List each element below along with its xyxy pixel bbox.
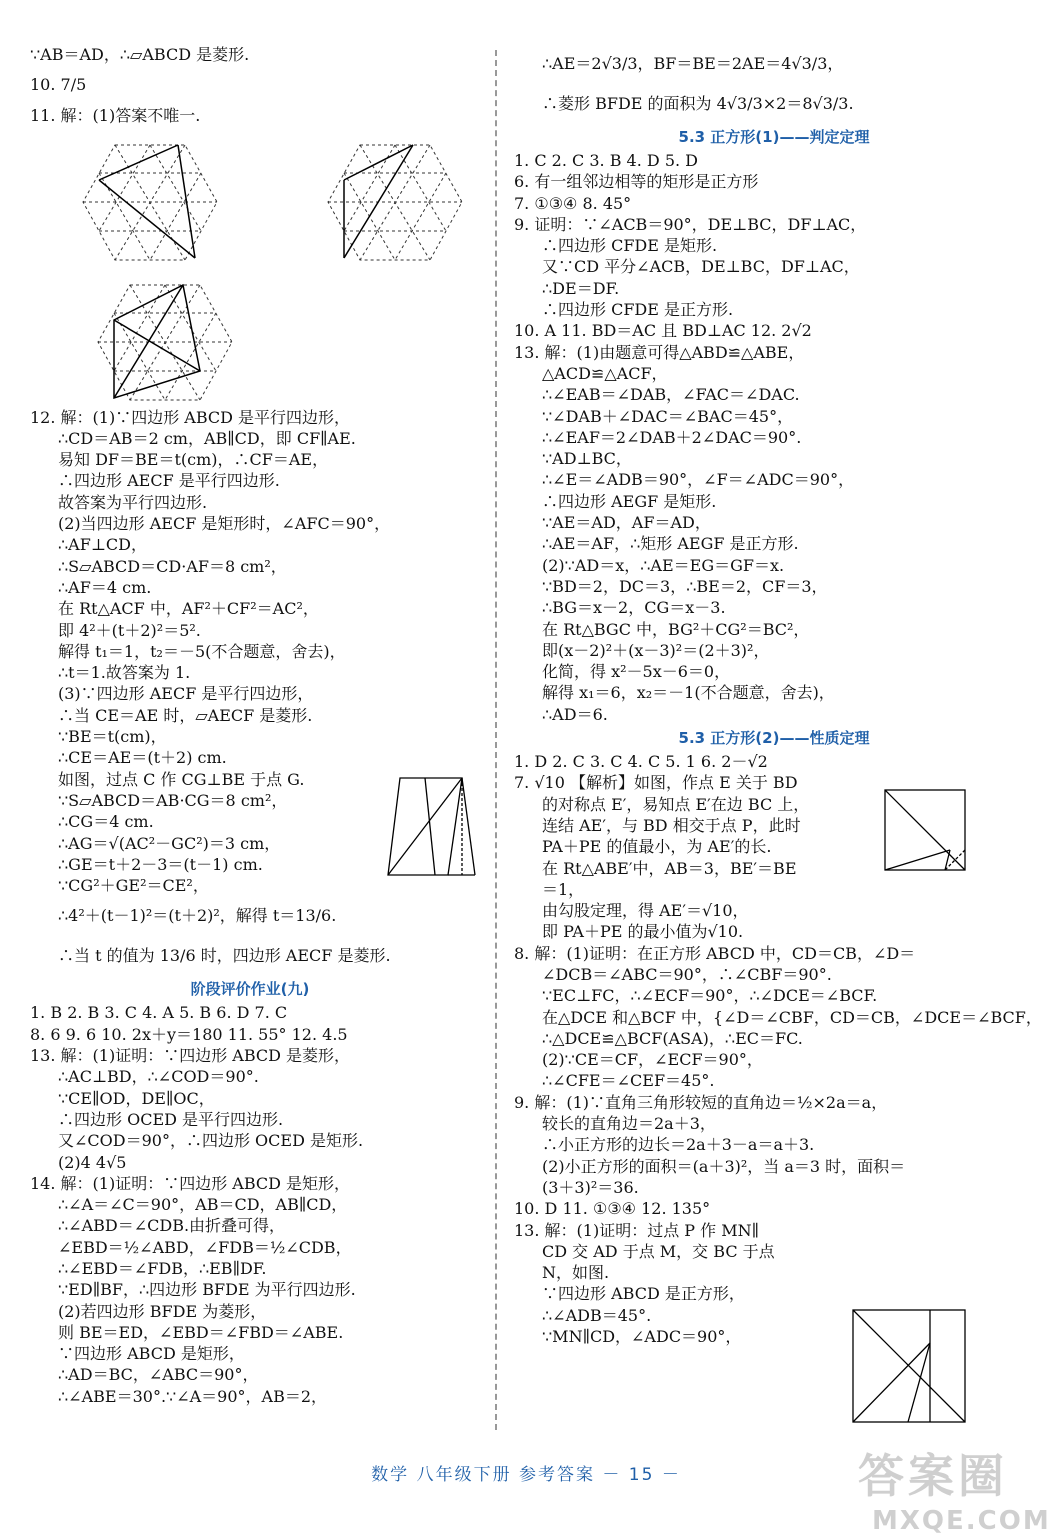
line: ∠EBD＝½∠ABD，∠FDB＝½∠CDB， bbox=[58, 1237, 352, 1257]
line: ∴∠ABD＝∠CDB.由折叠可得， bbox=[58, 1216, 286, 1236]
line: ∴AE＝AF，∴矩形 AEGF 是正方形. bbox=[542, 534, 799, 554]
line: ∴AF＝4 cm. bbox=[58, 577, 152, 597]
line: ∴AE＝2√3/3，BF＝BE＝2AE＝4√3/3， bbox=[542, 54, 844, 73]
line: ∵CE∥OD，DE∥OC， bbox=[58, 1088, 215, 1108]
line: ∴四边形 CFDE 是正方形. bbox=[542, 300, 734, 320]
line: ∴∠EBD＝∠FDB，∴EB∥DF. bbox=[58, 1258, 267, 1278]
line: ∵四边形 ABCD 是矩形， bbox=[58, 1344, 245, 1364]
line: 即 4²＋(t＋2)²＝5². bbox=[58, 620, 201, 640]
line: ∵MN∥CD，∠ADC＝90°， bbox=[542, 1327, 742, 1347]
watermark-title: 答案圈 bbox=[858, 1449, 1008, 1503]
line: 化简，得 x²－5x－6＝0， bbox=[542, 662, 731, 682]
line: ∵AB＝AD，∴▱ABCD 是菱形. bbox=[30, 45, 250, 64]
line: ∵CG²＋GE²＝CE²， bbox=[58, 876, 209, 896]
line: 6. 有一组邻边相等的矩形是正方形 bbox=[514, 172, 759, 192]
line: 7. ①③④ 8. 45° bbox=[514, 193, 632, 213]
line: 则 BE＝ED，∠EBD＝∠FBD＝∠ABE. bbox=[58, 1322, 344, 1342]
section-title: 5.3 正方形(2)——性质定理 bbox=[678, 729, 870, 748]
line: 8. 6 9. 6 10. 2x＋y＝180 11. 55° 12. 4.5 bbox=[30, 1024, 348, 1044]
line: ∴∠EAB＝∠DAB，∠FAC＝∠DAC. bbox=[542, 385, 800, 405]
line: ∴当 CE＝AE 时，▱AECF 是菱形. bbox=[58, 705, 313, 725]
line: 较长的直角边＝2a＋3， bbox=[542, 1114, 716, 1134]
line: PA＋PE 的值最小，为 AE′的长. bbox=[542, 837, 772, 857]
line: 10. 7/5 bbox=[30, 75, 87, 95]
line: ∵BD＝2，DC＝3，∴BE＝2，CF＝3， bbox=[542, 576, 828, 596]
line: 又∵CD 平分∠ACB，DE⊥BC，DF⊥AC， bbox=[542, 257, 860, 277]
line: 13. 解：(1)证明：∵四边形 ABCD 是菱形， bbox=[30, 1046, 351, 1066]
line: ∴当 t 的值为 13/6 时，四边形 AECF 是菱形. bbox=[58, 946, 391, 966]
line: ∴∠E＝∠ADB＝90°，∠F＝∠ADC＝90°， bbox=[542, 470, 855, 490]
line: 在 Rt△BGC 中，BG²＋CG²＝BC²， bbox=[542, 619, 810, 639]
line: 连结 AE′，与 BD 相交于点 P，此时 bbox=[542, 815, 801, 835]
line: ∵AE＝AD，AF＝AD， bbox=[542, 513, 711, 533]
line: 9. 解：(1)∵直角三角形较短的直角边＝½×2a＝a， bbox=[514, 1092, 888, 1112]
line: ∵EC⊥FC，∴∠ECF＝90°，∴∠DCE＝∠BCF. bbox=[542, 986, 878, 1006]
line: ∠DCB＝∠ABC＝90°，∴∠CBF＝90°. bbox=[542, 964, 832, 984]
line: 在 Rt△ABE′中，AB＝3，BE′＝BE bbox=[542, 858, 797, 878]
line: ∴四边形 CFDE 是矩形. bbox=[542, 236, 718, 256]
hexagon-grid-figure-1 bbox=[80, 140, 220, 265]
line: ∵AD⊥BC， bbox=[542, 449, 632, 469]
line: 13. 解：(1)证明：过点 P 作 MN∥ bbox=[514, 1220, 759, 1240]
line: 1. D 2. C 3. C 4. C 5. 1 6. 2－√2 bbox=[514, 752, 768, 772]
line: 14. 解：(1)证明：∵四边形 ABCD 是矩形， bbox=[30, 1173, 351, 1193]
line: ∴AF⊥CD， bbox=[58, 535, 147, 555]
line: ∴∠CFE＝∠CEF＝45°. bbox=[542, 1071, 715, 1091]
line: 即 PA＋PE 的最小值为√10. bbox=[542, 922, 744, 942]
line: ∴四边形 AEGF 是矩形. bbox=[542, 491, 717, 511]
line: 又∠COD＝90°，∴四边形 OCED 是矩形. bbox=[58, 1131, 364, 1151]
line: 由勾股定理，得 AE′＝√10， bbox=[542, 901, 749, 921]
line: ∴GE＝t＋2－3＝(t－1) cm. bbox=[58, 854, 263, 874]
line: ∴∠EAF＝2∠DAB＋2∠DAC＝90°. bbox=[542, 427, 802, 447]
line: CD 交 AD 于点 M，交 BC 于点 bbox=[542, 1241, 775, 1261]
line: ∴AD＝6. bbox=[542, 704, 608, 724]
line: ∵S▱ABCD＝AB·CG＝8 cm²， bbox=[58, 790, 288, 810]
line: 1. B 2. B 3. C 4. A 5. B 6. D 7. C bbox=[30, 1003, 288, 1023]
square-figure-1 bbox=[875, 780, 975, 880]
line: 1. C 2. C 3. B 4. D 5. D bbox=[514, 151, 698, 170]
line: ∴小正方形的边长＝2a＋3－a＝a＋3. bbox=[542, 1135, 815, 1155]
line: 7. √10 【解析】如图，作点 E 关于 BD bbox=[514, 773, 798, 793]
line: ∴∠A＝∠C＝90°，AB＝CD，AB∥CD， bbox=[58, 1195, 348, 1215]
watermark bbox=[858, 1440, 1051, 1536]
line: ∴四边形 OCED 是平行四边形. bbox=[58, 1109, 284, 1129]
line: (3)∵四边形 AECF 是平行四边形， bbox=[58, 684, 314, 704]
line: 10. A 11. BD＝AC 且 BD⊥AC 12. 2√2 bbox=[514, 321, 812, 341]
line: △ACD≌△ACF， bbox=[542, 363, 668, 383]
line: ∴CE＝AE＝(t＋2) cm. bbox=[58, 748, 227, 768]
line: ∴△DCE≌△BCF(ASA)，∴EC＝FC. bbox=[542, 1028, 803, 1048]
line: ∴菱形 BFDE 的面积为 4√3/3×2＝8√3/3. bbox=[542, 94, 854, 113]
line: 在 Rt△ACF 中，AF²＋CF²＝AC²， bbox=[58, 599, 319, 619]
line: ∴AC⊥BD，∴∠COD＝90°. bbox=[58, 1067, 259, 1087]
line: ∴∠ADB＝45°. bbox=[542, 1305, 652, 1325]
line: (2)4 4√5 bbox=[58, 1152, 127, 1172]
watermark-url: MXQE.COM bbox=[872, 1506, 1051, 1536]
line: 的对称点 E′，易知点 E′在边 BC 上， bbox=[542, 794, 810, 814]
line: ∴四边形 AECF 是平行四边形. bbox=[58, 471, 280, 491]
line: ∴t＝1.故答案为 1. bbox=[58, 663, 191, 683]
section-title: 阶段评价作业(九) bbox=[190, 980, 310, 999]
line: ∴BG＝x－2，CG＝x－3. bbox=[542, 598, 726, 618]
line: N，如图. bbox=[542, 1263, 610, 1283]
line: ＝1， bbox=[542, 879, 585, 899]
line: 易知 DF＝BE＝t(cm)，∴CF＝AE， bbox=[58, 450, 329, 470]
line: (2)当四边形 AECF 是矩形时，∠AFC＝90°， bbox=[58, 514, 391, 534]
parallelogram-figure bbox=[380, 770, 490, 885]
hexagon-grid-figure-3 bbox=[95, 280, 235, 405]
line: ∴4²＋(t－1)²＝(t＋2)²，解得 t＝13/6. bbox=[58, 906, 337, 926]
line: 13. 解：(1)由题意可得△ABD≌△ABE， bbox=[514, 342, 805, 362]
line: 解得 x₁＝6，x₂＝－1(不合题意，舍去)， bbox=[542, 683, 835, 703]
line: ∵BE＝t(cm)， bbox=[58, 727, 167, 747]
line: 故答案为平行四边形. bbox=[58, 492, 208, 512]
page-footer: 数学 八年级下册 参考答案 － 15 － bbox=[371, 1465, 681, 1485]
line: 即(x－2)²＋(x－3)²＝(2＋3)²， bbox=[542, 640, 770, 660]
line: 11. 解：(1)答案不唯一. bbox=[30, 106, 201, 126]
line: 9. 证明：∵∠ACB＝90°，DE⊥BC，DF⊥AC， bbox=[514, 214, 867, 234]
line: ∴CG＝4 cm. bbox=[58, 812, 154, 832]
line: ∴AG＝√(AC²－GC²)＝3 cm， bbox=[58, 833, 281, 853]
line: 如图，过点 C 作 CG⊥BE 于点 G. bbox=[58, 769, 305, 789]
column-divider bbox=[495, 50, 497, 1430]
line: ∴AD＝BC，∠ABC＝90°， bbox=[58, 1365, 259, 1385]
square-figure-2 bbox=[848, 1305, 973, 1430]
line: ∴CD＝AB＝2 cm，AB∥CD，即 CF∥AE. bbox=[58, 428, 356, 448]
line: 8. 解：(1)证明：在正方形 ABCD 中，CD＝CB，∠D＝ bbox=[514, 943, 916, 963]
line: (2)∵AD＝x，∴AE＝EG＝GF＝x. bbox=[542, 555, 785, 575]
line: ∵ED∥BF，∴四边形 BFDE 为平行四边形. bbox=[58, 1280, 356, 1300]
line: 12. 解：(1)∵四边形 ABCD 是平行四边形， bbox=[30, 407, 351, 427]
line: (2)∵CE＝CF，∠ECF＝90°， bbox=[542, 1050, 763, 1070]
line: 10. D 11. ①③④ 12. 135° bbox=[514, 1199, 711, 1219]
line: (3＋3)²＝36. bbox=[542, 1177, 639, 1197]
line: ∵∠DAB＋∠DAC＝∠BAC＝45°， bbox=[542, 406, 794, 426]
right-column bbox=[514, 44, 1042, 1347]
line: (2)小正方形的面积＝(a＋3)²，当 a＝3 时，面积＝ bbox=[542, 1156, 906, 1176]
line: ∴S▱ABCD＝CD·AF＝8 cm²， bbox=[58, 556, 287, 576]
line: ∴DE＝DF. bbox=[542, 278, 620, 298]
line: 解得 t₁＝1，t₂＝－5(不合题意，舍去)， bbox=[58, 641, 346, 661]
line: ∵四边形 ABCD 是正方形， bbox=[542, 1284, 745, 1304]
line: (2)若四边形 BFDE 为菱形， bbox=[58, 1301, 267, 1321]
section-title: 5.3 正方形(1)——判定定理 bbox=[678, 128, 870, 146]
line: 在△DCE 和△BCF 中，{∠D＝∠CBF，CD＝CB，∠DCE＝∠BCF， bbox=[542, 1007, 1042, 1027]
line: ∴∠ABE＝30°.∵∠A＝90°，AB＝2， bbox=[58, 1386, 328, 1406]
hexagon-grid-figure-2 bbox=[325, 140, 465, 265]
